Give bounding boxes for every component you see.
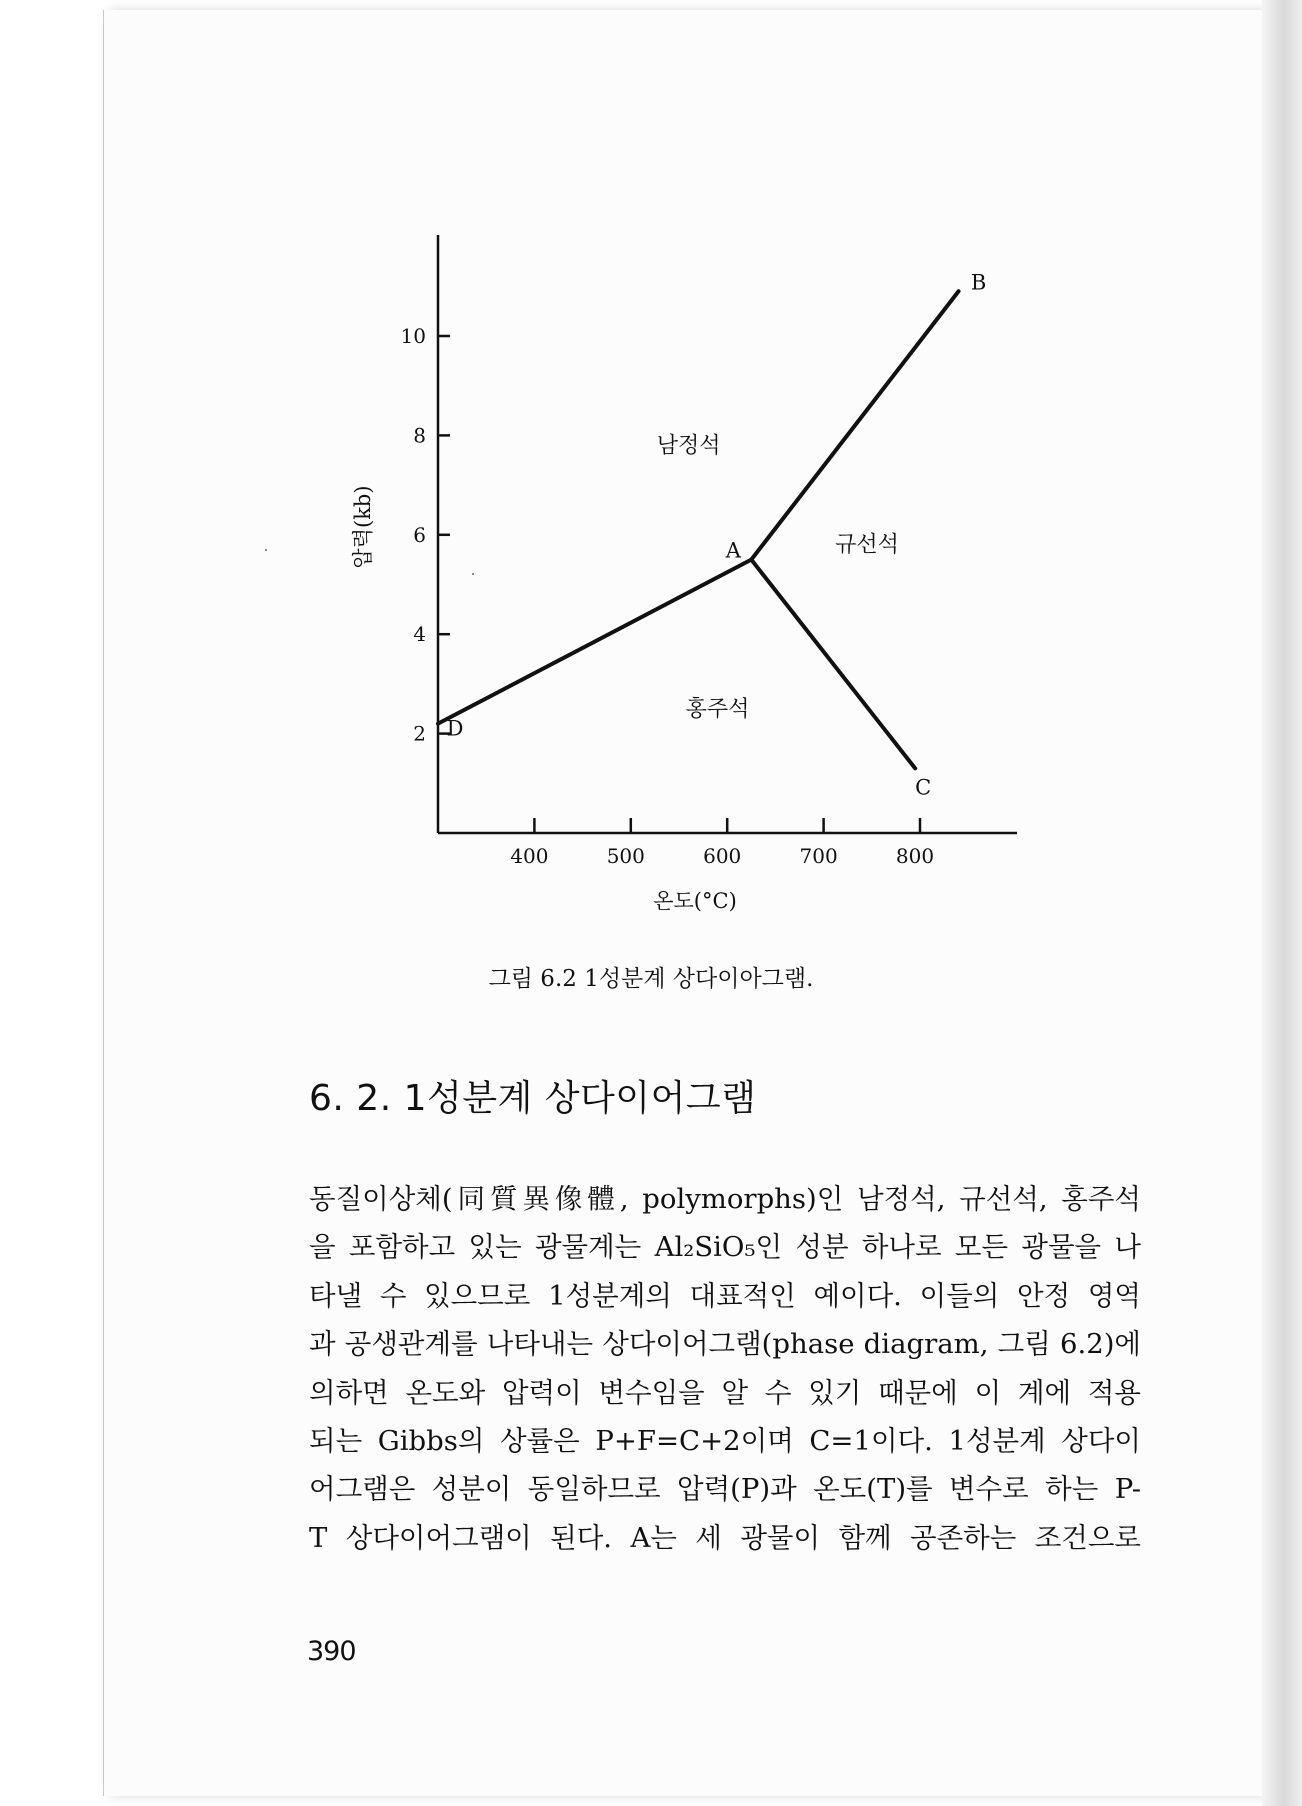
body-line: 의하면 온도와 압력이 변수임을 알 수 있기 때문에 이 계에 적용 [309, 1376, 1141, 1409]
phase-boundary-line [751, 560, 915, 769]
x-tick-label: 800 [895, 844, 935, 868]
y-axis-label: 압력(kb) [351, 485, 375, 569]
y-tick-label: 8 [413, 423, 426, 448]
y-tick-label: 6 [413, 522, 426, 547]
point-label: C [915, 775, 932, 800]
x-tick-label: 400 [510, 844, 549, 868]
phase-boundary-line [751, 291, 958, 559]
body-line: 타낼 수 있으므로 1성분계의 대표적인 예이다. 이들의 안정 영역 [309, 1279, 1141, 1312]
x-tick-label: 500 [606, 844, 645, 868]
body-line: 동질이상체(同質異像體, polymorphs)인 남정석, 규선석, 홍주석 [309, 1183, 1141, 1215]
region-label: 남정석 [656, 433, 721, 459]
region-label: 규선석 [835, 532, 899, 558]
body-line: 어그램은 성분이 동일하므로 압력(P)과 온도(T)를 변수로 하는 P- [309, 1473, 1141, 1506]
y-tick-label: 4 [413, 622, 426, 647]
y-tick-label: 10 [400, 324, 426, 348]
point-label: B [970, 270, 987, 295]
section-heading: 6. 2. 1성분계 상다이어그램 [309, 1078, 757, 1119]
point-label: D [446, 716, 464, 741]
print-speck [265, 549, 267, 551]
body-paragraph [309, 1175, 1141, 1562]
body-line: T 상다이어그램이 된다. A는 세 광물이 함께 공존하는 조건으로 [309, 1521, 1141, 1554]
page-number: 390 [307, 1636, 356, 1667]
body-line: 을 포함하고 있는 광물계는 Al₂SiO₅인 성분 하나로 모든 광물을 나 [309, 1231, 1141, 1264]
x-axis-label: 온도(°C) [653, 889, 737, 913]
point-label: A [725, 538, 741, 563]
x-tick-label: 600 [703, 844, 742, 868]
print-speck [472, 573, 474, 575]
body-line: 되는 Gibbs의 상률은 P+F=C+2이며 C=1이다. 1성분계 상다이 [309, 1425, 1141, 1458]
x-tick-label: 700 [799, 844, 838, 868]
body-line: 과 공생관계를 나타내는 상다이어그램(phase diagram, 그림 6.2)에 [309, 1328, 1141, 1361]
y-tick-label: 2 [413, 721, 426, 746]
region-label: 홍주석 [685, 696, 750, 722]
figure-caption: 그림 6.2 1성분계 상다이아그램. [488, 966, 814, 992]
